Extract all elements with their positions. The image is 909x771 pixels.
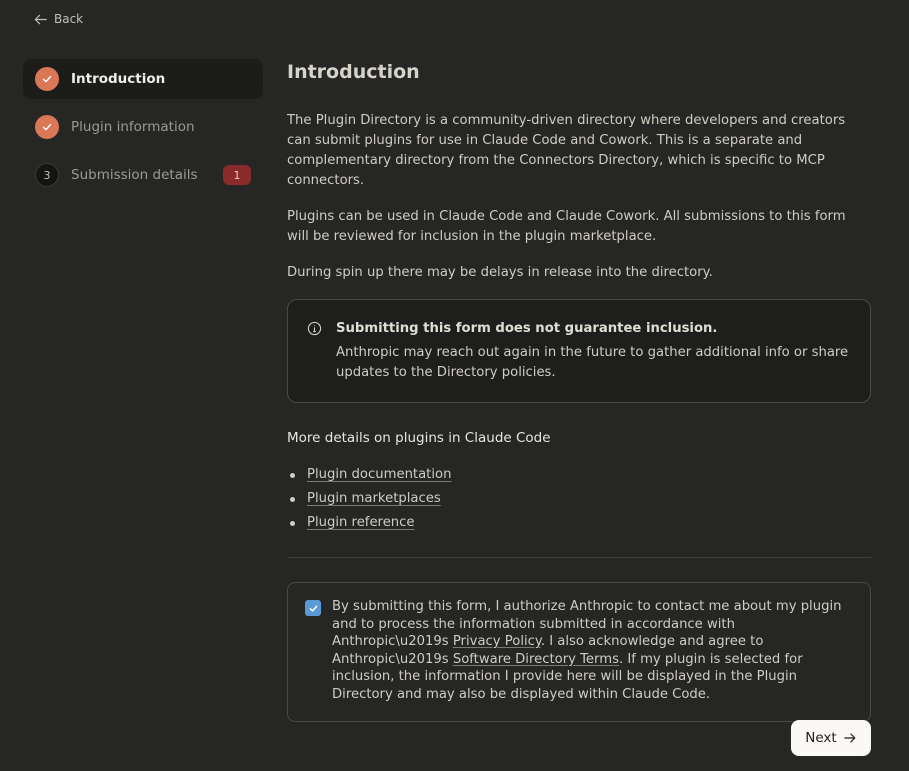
divider bbox=[287, 557, 871, 558]
consent-text: . If my plugin is selected for inclusion, the information I provide here will be displayed in the Plugin Directory and may also be displayed within Claude Code. bbox=[332, 651, 803, 702]
step-submission-details[interactable] bbox=[23, 155, 263, 195]
page-title: Introduction bbox=[287, 61, 420, 83]
list-item bbox=[307, 511, 871, 535]
step-label: Plugin information bbox=[71, 119, 195, 135]
step-introduction[interactable] bbox=[23, 59, 263, 99]
error-count-badge: 1 bbox=[223, 165, 251, 185]
step-complete-indicator bbox=[35, 67, 59, 91]
consent-text: . I also acknowledge and agree to Anthropic\u2019s bbox=[332, 634, 764, 667]
step-plugin-information[interactable] bbox=[23, 107, 263, 147]
back-label: Back bbox=[54, 12, 84, 26]
privacy-policy-link[interactable]: Privacy Policy bbox=[452, 634, 541, 650]
check-icon bbox=[41, 121, 53, 133]
list-item bbox=[307, 487, 871, 511]
consent-box bbox=[287, 582, 871, 722]
info-callout bbox=[287, 299, 871, 403]
delay-paragraph: During spin up there may be delays in release into the directory. bbox=[287, 265, 713, 280]
next-button[interactable] bbox=[791, 720, 871, 756]
step-list bbox=[23, 59, 263, 203]
intro-paragraph: The Plugin Directory is a community-driven directory where developers and creators can submit plugins for use in Claude Code and Cowork. This is a separate and complementary directory from the Connectors Directory, which is specific to MCP connectors. bbox=[287, 113, 846, 188]
next-label: Next bbox=[805, 730, 837, 746]
consent-checkbox[interactable] bbox=[305, 600, 321, 616]
arrow-right-icon bbox=[843, 731, 857, 745]
consent-text: By submitting this form, I authorize Anthropic to contact me about my plugin and to process the information submitted in accordance with Anthropic\u2019s bbox=[332, 599, 842, 650]
more-details-heading: More details on plugins in Claude Code bbox=[287, 430, 551, 446]
callout-body: Anthropic may reach out again in the future to gather additional info or share updates to the Directory policies. bbox=[336, 345, 849, 380]
usage-paragraph: Plugins can be used in Claude Code and Claude Cowork. All submissions to this form will be reviewed for inclusion in the plugin marketplace. bbox=[287, 209, 846, 244]
list-item bbox=[307, 463, 871, 487]
plugin-documentation-link[interactable]: Plugin documentation bbox=[307, 467, 452, 482]
callout-title: Submitting this form does not guarantee inclusion. bbox=[336, 321, 718, 336]
info-icon bbox=[307, 321, 322, 336]
main-content bbox=[287, 58, 871, 722]
step-complete-indicator bbox=[35, 115, 59, 139]
plugin-links-list bbox=[287, 463, 871, 535]
plugin-reference-link[interactable]: Plugin reference bbox=[307, 515, 415, 530]
back-link[interactable] bbox=[33, 10, 83, 28]
software-directory-terms-link[interactable]: Software Directory Terms bbox=[452, 651, 619, 667]
check-icon bbox=[41, 73, 53, 85]
plugin-marketplaces-link[interactable]: Plugin marketplaces bbox=[307, 491, 441, 506]
step-label: Submission details bbox=[71, 167, 198, 183]
arrow-left-icon bbox=[33, 12, 48, 27]
step-label: Introduction bbox=[71, 71, 166, 87]
step-number: 3 bbox=[35, 163, 59, 187]
check-icon bbox=[308, 603, 319, 614]
